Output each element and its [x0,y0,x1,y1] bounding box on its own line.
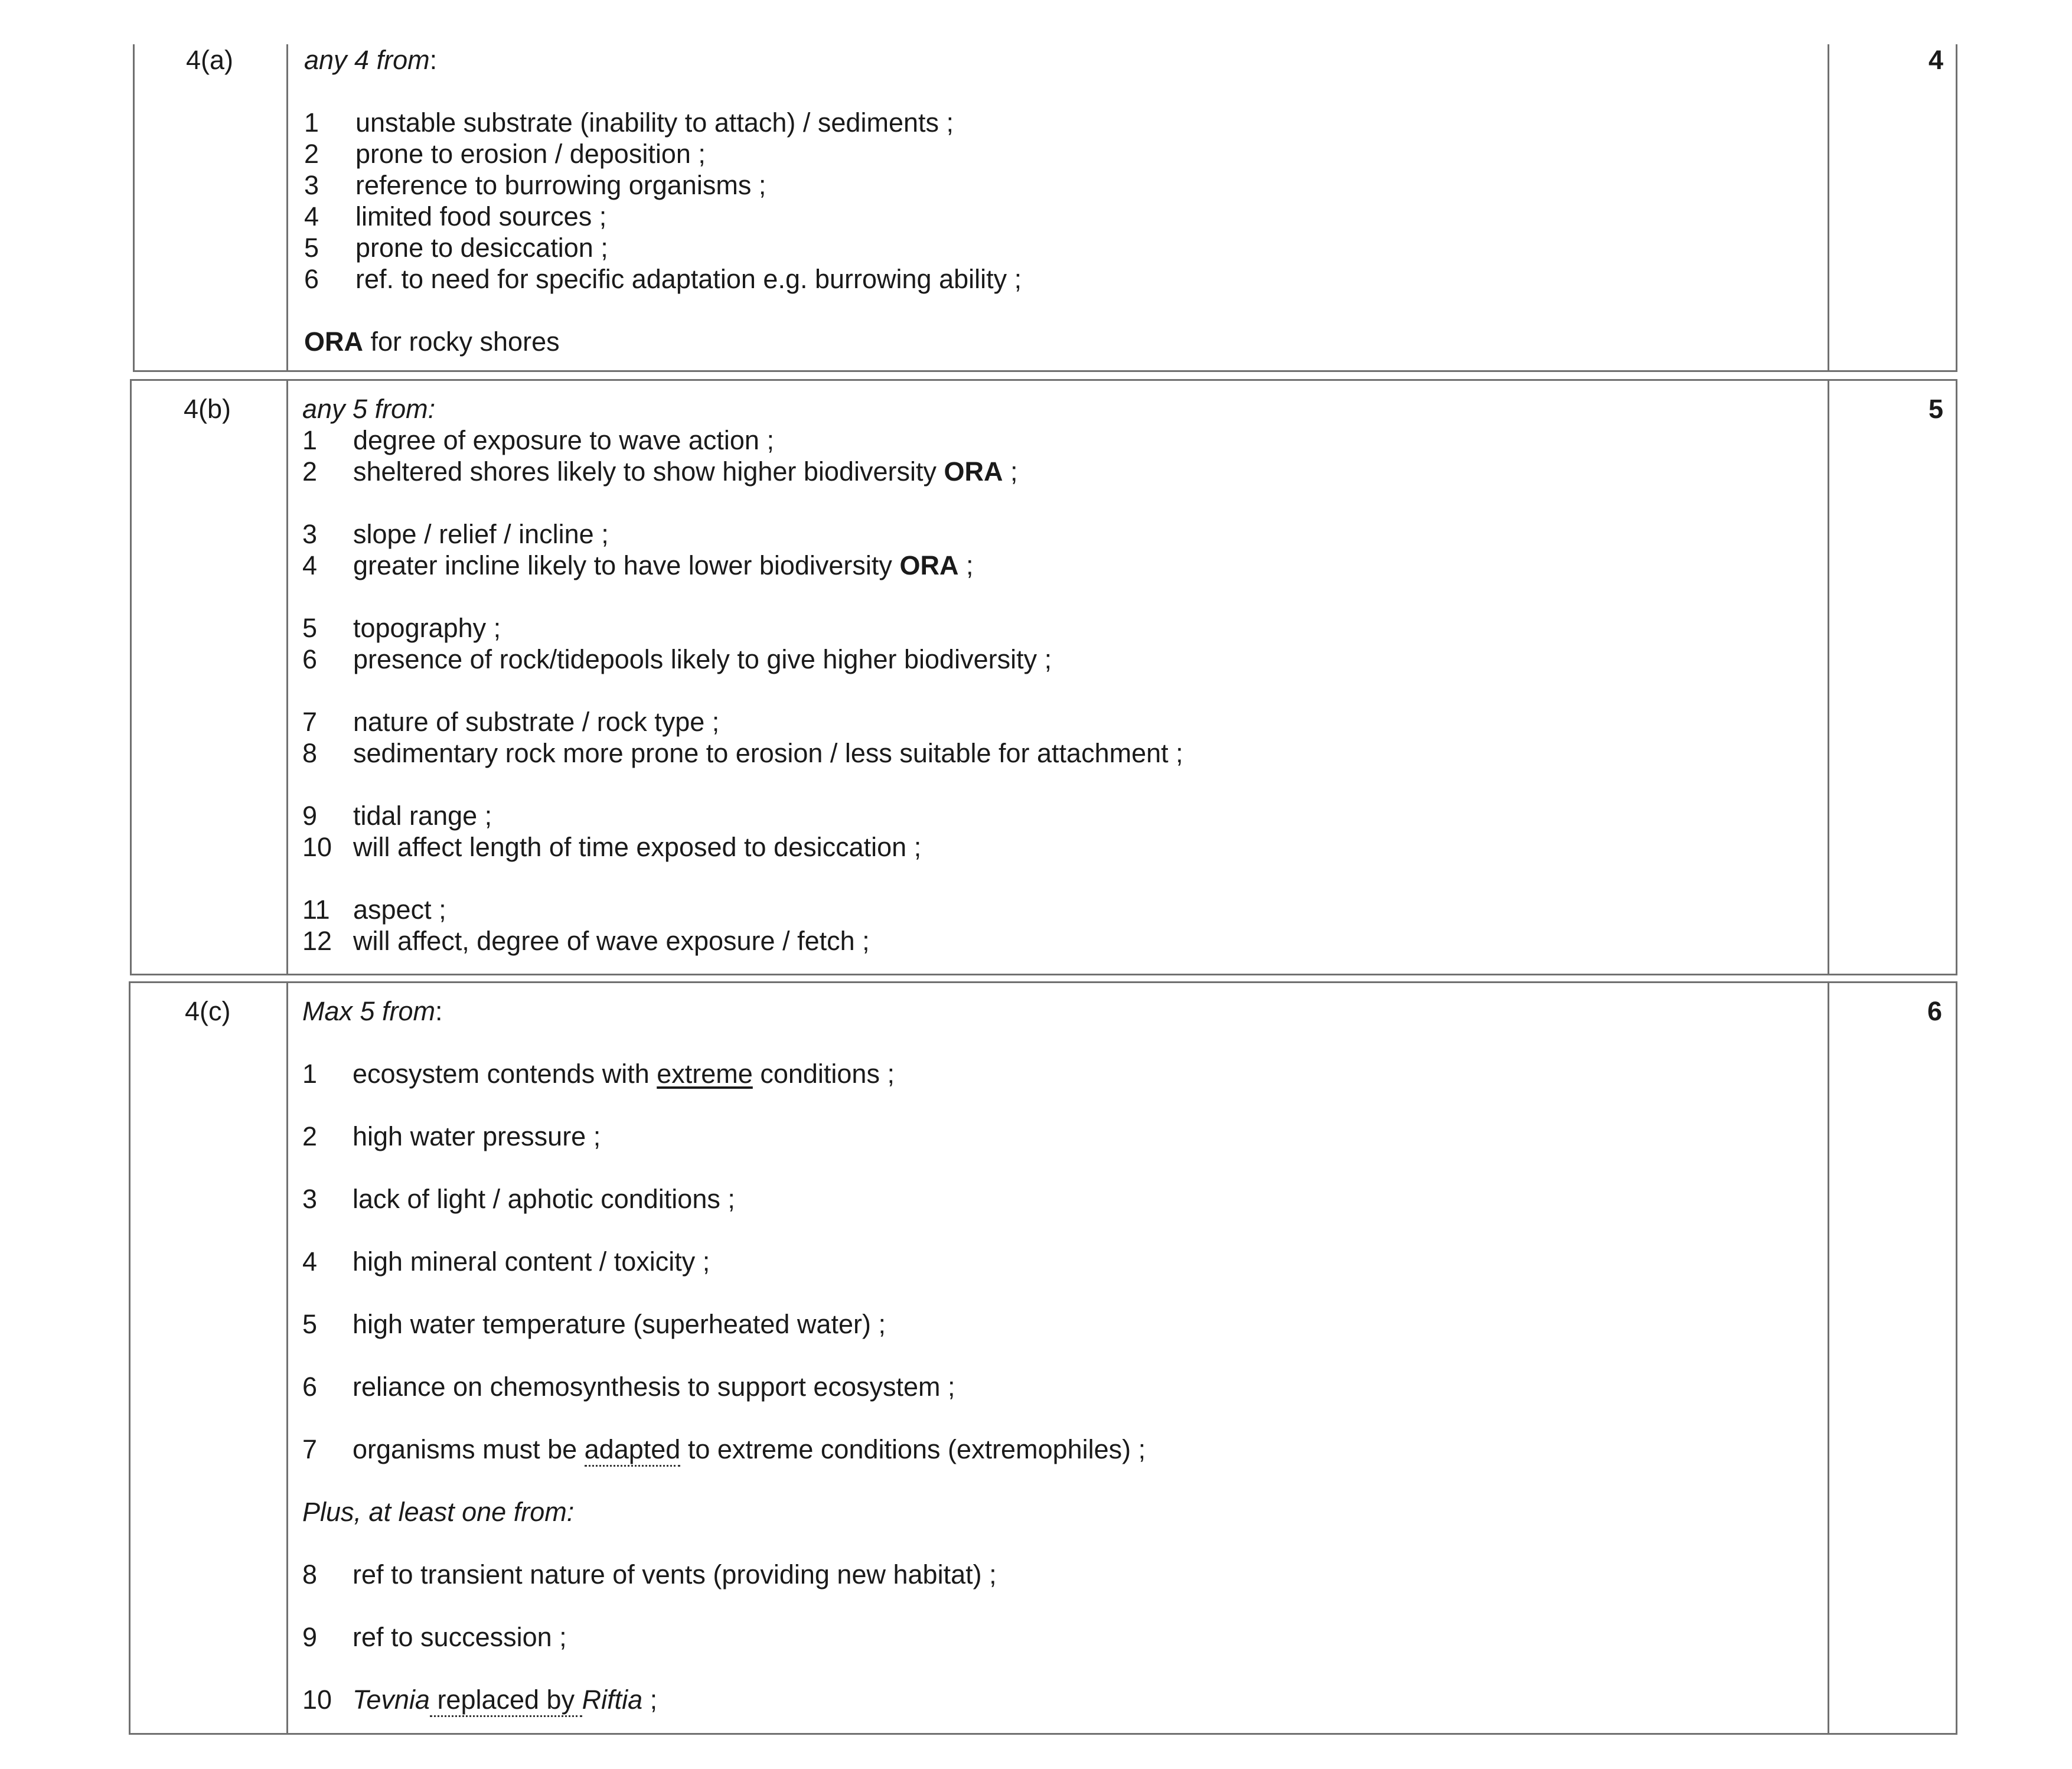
point-number: 12 [302,926,332,956]
question-number: 4(c) [185,996,231,1026]
point-number: 10 [302,1685,332,1715]
point-number: 2 [304,139,319,169]
border-col-2 [1828,379,1829,975]
point-number: 9 [302,801,318,831]
point-number: 8 [302,1559,318,1590]
border-right [1956,981,1957,1735]
point-number: 7 [302,1434,318,1464]
point-number: 7 [302,707,318,737]
answer-point: will affect length of time exposed to desiccation ; [353,832,922,862]
point-number: 2 [302,456,318,487]
intro-text: any 4 from: [304,45,438,75]
border-top [129,981,1957,983]
answer-point: high mineral content / toxicity ; [353,1246,710,1277]
point-number: 6 [302,644,318,674]
border-col-1 [286,379,288,975]
point-number: 3 [302,519,318,549]
answer-point: reliance on chemosynthesis to support ecosystem ; [353,1372,955,1402]
point-number: 8 [302,738,318,768]
species-name: Tevnia [353,1685,430,1715]
species-name: Riftia [582,1685,643,1715]
answer-point: high water pressure ; [353,1121,601,1151]
answer-point: presence of rock/tidepools likely to give higher biodiversity ; [353,644,1052,674]
point-number: 11 [302,895,330,925]
answer-point: limited food sources ; [355,201,607,231]
answer-point: unstable substrate (inability to attach) / sediments ; [355,107,954,138]
border-bottom [129,1733,1957,1735]
border-col-2 [1828,981,1829,1735]
answer-point: lack of light / aphotic conditions ; [353,1184,735,1214]
border-bottom [133,370,1957,372]
answer-point: will affect, degree of wave exposure / fetch ; [353,926,870,956]
answer-point: Tevnia replaced by Riftia ; [353,1684,657,1715]
question-number: 4(b) [184,394,231,424]
marks-value: 4 [1928,45,1943,75]
plus-heading: Plus, at least one from: [302,1497,575,1527]
point-number: 3 [302,1184,318,1214]
intro-text: Max 5 from: [302,996,443,1026]
border-right [1956,379,1957,975]
marks-value: 6 [1927,996,1942,1026]
border-left [129,981,130,1735]
point-number: 6 [302,1372,318,1402]
section-4c [129,981,1957,1735]
answer-point: ecosystem contends with extreme conditions ; [353,1059,895,1089]
answer-point: degree of exposure to wave action ; [353,425,774,455]
answer-point: reference to burrowing organisms ; [355,170,766,200]
section-4a [133,44,1957,372]
point-number: 9 [302,1622,318,1652]
border-left [130,379,132,975]
point-number: 4 [304,201,319,231]
border-right [1956,44,1957,372]
ora-note: ORA for rocky shores [304,327,560,357]
answer-point: sedimentary rock more prone to erosion / less suitable for attachment ; [353,738,1183,768]
section-4b [130,379,1957,975]
point-number: 5 [304,233,319,263]
point-number: 1 [302,425,318,455]
answer-point: ref to succession ; [353,1622,567,1652]
answer-point: nature of substrate / rock type ; [353,707,720,737]
border-bottom [130,974,1957,975]
answer-point: prone to erosion / deposition ; [355,139,706,169]
border-col-2 [1828,44,1829,372]
marks-value: 5 [1928,394,1943,424]
answer-point: organisms must be adapted to extreme conditions (extremophiles) ; [353,1434,1146,1465]
answer-point: ref. to need for specific adaptation e.g. burrowing ability ; [355,264,1022,294]
answer-point: prone to desiccation ; [355,233,608,263]
point-number: 3 [304,170,319,200]
intro-text: any 5 from: [302,394,436,424]
answer-point: aspect ; [353,895,446,925]
point-number: 2 [302,1121,318,1151]
answer-point: greater incline likely to have lower biodiversity ORA ; [353,550,974,580]
border-col-1 [286,44,288,372]
point-number: 4 [302,550,318,580]
point-number: 1 [302,1059,318,1089]
answer-point: tidal range ; [353,801,492,831]
point-number: 10 [302,832,332,862]
point-number: 5 [302,1309,318,1339]
dotted-term: adapted [585,1434,681,1467]
dotted-term: replaced by [430,1685,582,1717]
answer-point: ref to transient nature of vents (providing new habitat) ; [353,1559,997,1590]
answer-point: slope / relief / incline ; [353,519,609,549]
point-number: 6 [304,264,319,294]
point-number: 4 [302,1246,318,1277]
answer-point: topography ; [353,613,501,643]
question-number: 4(a) [186,45,234,75]
point-number: 1 [304,107,319,138]
underlined-term: extreme [657,1059,753,1089]
answer-point: sheltered shores likely to show higher biodiversity ORA ; [353,456,1018,487]
ora-bold: ORA [304,327,363,357]
answer-point: high water temperature (superheated water) ; [353,1309,886,1339]
point-number: 5 [302,613,318,643]
border-left [133,44,135,372]
border-col-1 [286,981,288,1735]
border-top [130,379,1957,381]
